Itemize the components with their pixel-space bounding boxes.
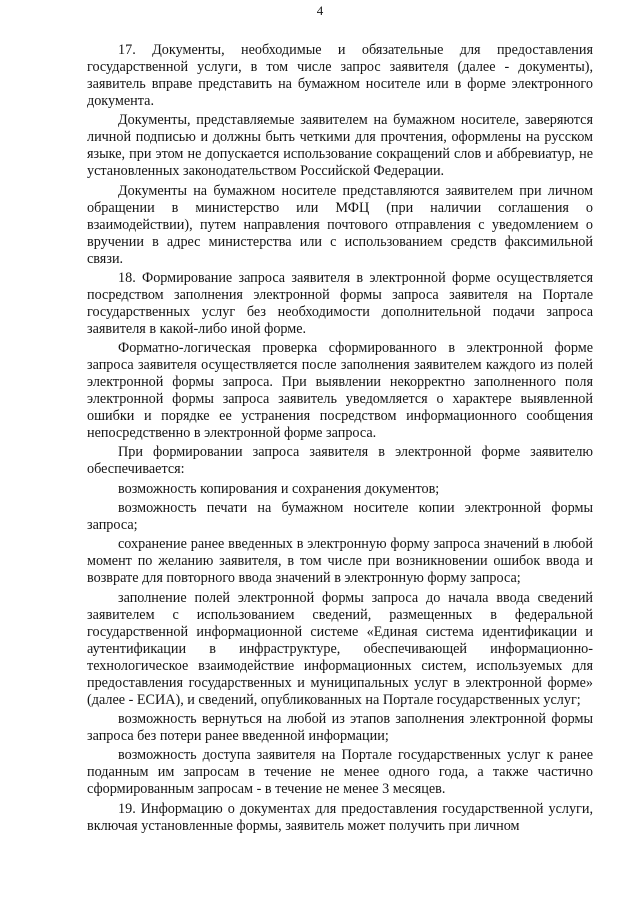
paragraph-18: 18. Формирование запроса заявителя в электронной форме осуществляется посредством заполнения электронной формы запроса заявителя на Портале государственных услуг без необходимости дополнительной подачи запроса заявителя в какой-либо иной форме. [87, 269, 593, 337]
list-item-copy: возможность копирования и сохранения документов; [118, 480, 440, 497]
list-item-access: возможность доступа заявителя на Портале государственных услуг к ранее поданным им запросам в течение не менее одного года, а также частично сформированным запросам - в течение не менее 3 месяцев. [87, 747, 593, 798]
page-number: 4 [316, 3, 324, 18]
paragraph-19: 19. Информацию о документах для предоставления государственной услуги, включая установленные формы, заявитель может получить при личном [87, 800, 593, 834]
paragraph-documents-submission: Документы на бумажном носителе представляются заявителем при личном обращении в министерство или МФЦ (при наличии соглашения о взаимодействии), путем направления почтового отправления с уведомлением о вручении в адрес министерства или с использованием средств факсимильной связи. [87, 182, 593, 267]
paragraph-documents-paper: Документы, представляемые заявителем на бумажном носителе, заверяются личной подписью и должны быть четкими для прочтения, оформлены на русском языке, при этом не допускается использование сокращений слов и аббревиатур, не установленных законодательством Российской Федерации. [87, 112, 593, 180]
paragraph-provided-features: При формировании запроса заявителя в электронной форме заявителю обеспечивается: [87, 444, 593, 478]
list-item-print: возможность печати на бумажном носителе копии электронной формы запроса; [87, 500, 593, 534]
document-body [87, 42, 593, 837]
paragraph-17: 17. Документы, необходимые и обязательные для предоставления государственной услуги, в том числе запрос заявителя (далее - документы), заявитель вправе представить на бумажном носителе или в форме электронного документа. [87, 42, 593, 109]
list-item-save-values: сохранение ранее введенных в электронную форму запроса значений в любой момент по желанию заявителя, в том числе при возникновении ошибок ввода и возврате для повторного ввода значений в электронную форму запроса; [87, 536, 593, 587]
paragraph-format-check: Форматно-логическая проверка сформированного в электронной форме запроса заявителя осуществляется после заполнения заявителем каждого из полей электронной формы запроса. При выявлении некорректно заполненного поля электронной формы запроса заявитель уведомляется о характере выявленной ошибки и порядке ее устранения посредством информационного сообщения непосредственно в электронной форме запроса. [87, 340, 593, 442]
list-item-return: возможность вернуться на любой из этапов заполнения электронной формы запроса без потери ранее введенной информации; [87, 710, 593, 744]
list-item-prefill: заполнение полей электронной формы запроса до начала ввода сведений заявителем с использованием сведений, размещенных в федеральной государственной информационной системе «Единая система идентификации и аутентификации в инфраструктуре, обеспечивающей информационно-технологическое взаимодействие информационных систем, используемых для предоставления государственных и муниципальных услуг в электронной форме» (далее - ЕСИА), и сведений, опубликованных на Портале государственных услуг; [87, 589, 593, 708]
